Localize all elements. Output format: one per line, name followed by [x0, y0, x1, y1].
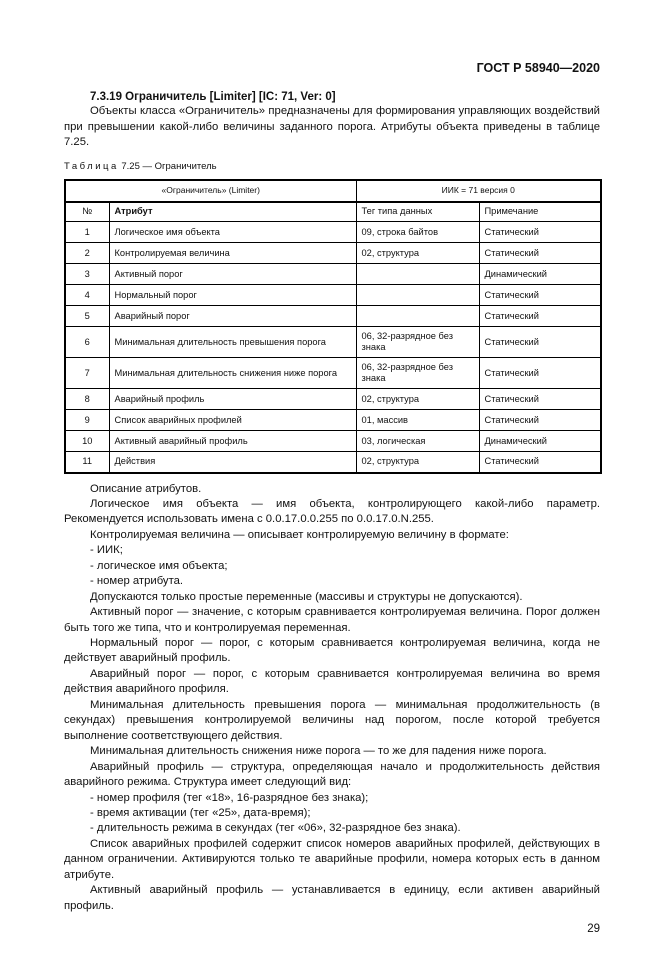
- cell-number: 7: [65, 358, 109, 389]
- paragraph: Допускаются только простые переменные (массивы и структуры не допускаются).: [90, 590, 523, 603]
- paragraph: Контролируемая величина — описывает контролируемую величину в формате:: [90, 528, 509, 541]
- list-item: - длительность режима в секундах (тег «06», 32-разрядное без знака).: [90, 822, 461, 835]
- cell-note: Динамический: [479, 431, 601, 452]
- col-header-number: №: [65, 202, 109, 222]
- cell-attribute: Активный аварийный профиль: [109, 431, 356, 452]
- list-item: - номер профиля (тег «18», 16-разрядное без знака);: [90, 791, 369, 804]
- paragraph: Минимальная длительность превышения порога — минимальная продолжительность (в секундах) превышения контролируемой величины над порогом, после которой требуется выполнение соответствующего действия.: [64, 698, 600, 742]
- table-row: [65, 327, 601, 358]
- table-row: [65, 222, 601, 243]
- table-row: [65, 264, 601, 285]
- page-number: 29: [587, 923, 600, 936]
- paragraph: Активный аварийный профиль — устанавливается в единицу, если активен аварийный профиль.: [64, 884, 600, 912]
- cell-number: 11: [65, 452, 109, 473]
- document-header: ГОСТ Р 58940—2020: [476, 61, 600, 75]
- col-header-tag: Тег типа данных: [356, 202, 479, 222]
- table-row: [65, 389, 601, 410]
- cell-note: Статический: [479, 327, 601, 358]
- cell-tag: 09, строка байтов: [356, 222, 479, 243]
- table-row: [65, 243, 601, 264]
- cell-attribute: Аварийный порог: [109, 306, 356, 327]
- cell-attribute: Логическое имя объекта: [109, 222, 356, 243]
- table-row: [65, 431, 601, 452]
- table-row: [65, 285, 601, 306]
- cell-note: Статический: [479, 222, 601, 243]
- cell-tag: 06, 32-разрядное без знака: [356, 358, 479, 389]
- table-row: [65, 410, 601, 431]
- cell-number: 4: [65, 285, 109, 306]
- cell-note: Статический: [479, 306, 601, 327]
- col-header-note: Примечание: [479, 202, 601, 222]
- cell-number: 3: [65, 264, 109, 285]
- cell-tag: 02, структура: [356, 389, 479, 410]
- table-header-row: [65, 202, 601, 222]
- cell-number: 8: [65, 389, 109, 410]
- paragraph: Список аварийных профилей содержит список номеров аварийных профилей, действующих в данном ограничении. Активируются только те аварийные профили, номера которых есть в данном атрибуте.: [64, 837, 600, 881]
- cell-attribute: Список аварийных профилей: [109, 410, 356, 431]
- cell-tag: [356, 264, 479, 285]
- cell-attribute: Минимальная длительность снижения ниже порога: [109, 358, 356, 389]
- table-class-row: [65, 180, 601, 202]
- cell-attribute: Действия: [109, 452, 356, 473]
- intro-paragraph: Объекты класса «Ограничитель» предназначены для формирования управляющих воздействий при превышении какой-либо величины заданного порога. Атрибуты объекта приведены в таблице 7.25.: [64, 105, 600, 148]
- caption-prefix: Таблица: [64, 160, 119, 172]
- cell-tag: 02, структура: [356, 452, 479, 473]
- cell-note: Статический: [479, 410, 601, 431]
- table-row: [65, 306, 601, 327]
- attributes-table: [64, 179, 602, 474]
- table-caption: [64, 161, 602, 173]
- cell-note: Статический: [479, 243, 601, 264]
- cell-note: Статический: [479, 285, 601, 306]
- table-row: [65, 452, 601, 473]
- cell-tag: 06, 32-разрядное без знака: [356, 327, 479, 358]
- attribute-descriptions: [64, 482, 600, 915]
- paragraph: Аварийный порог — порог, с которым сравнивается контролируемая величина во время действия аварийного профиля.: [64, 667, 600, 696]
- caption-text: 7.25 — Ограничитель: [118, 160, 217, 172]
- paragraph: Нормальный порог — порог, с которым сравнивается контролируемая величина, когда не действует аварийный профиль.: [64, 637, 600, 665]
- paragraph: Аварийный профиль — структура, определяющая начало и продолжительность действия аварийного режима. Структура имеет следующий вид:: [64, 760, 600, 789]
- cell-number: 9: [65, 410, 109, 431]
- cell-tag: [356, 285, 479, 306]
- cell-number: 1: [65, 222, 109, 243]
- cell-note: Динамический: [479, 264, 601, 285]
- paragraph: Минимальная длительность снижения ниже порога — то же для падения ниже порога.: [90, 745, 547, 758]
- cell-number: 2: [65, 243, 109, 264]
- col-header-attribute: Атрибут: [109, 202, 356, 222]
- paragraph: Активный порог — значение, с которым сравнивается контролируемая величина. Порог должен быть того же типа, что и контролируемая переменная.: [64, 606, 600, 634]
- cell-tag: 01, массив: [356, 410, 479, 431]
- paragraph: Описание атрибутов.: [90, 482, 202, 495]
- cell-tag: [356, 306, 479, 327]
- cell-note: Статический: [479, 452, 601, 473]
- cell-note: Статический: [479, 389, 601, 410]
- cell-number: 5: [65, 306, 109, 327]
- cell-attribute: Нормальный порог: [109, 285, 356, 306]
- cell-attribute: Контролируемая величина: [109, 243, 356, 264]
- section-heading: 7.3.19 Ограничитель [Limiter] [IC: 71, Ver: 0]: [90, 91, 336, 103]
- list-item: - номер атрибута.: [90, 575, 184, 588]
- cell-attribute: Минимальная длительность превышения порога: [109, 327, 356, 358]
- cell-attribute: Аварийный профиль: [109, 389, 356, 410]
- cell-attribute: Активный порог: [109, 264, 356, 285]
- table-row: [65, 358, 601, 389]
- cell-tag: 03, логическая: [356, 431, 479, 452]
- version-cell: ИИК = 71 версия 0: [356, 180, 601, 202]
- list-item: - время активации (тег «25», дата-время);: [90, 807, 311, 820]
- cell-tag: 02, структура: [356, 243, 479, 264]
- paragraph: Логическое имя объекта — имя объекта, контролирующего какой-либо параметр. Рекомендуется использовать имена с 0.0.17.0.0.255 по 0.0.17.0.N.255.: [64, 497, 600, 526]
- list-item: - ИИК;: [90, 544, 123, 557]
- list-item: - логическое имя объекта;: [90, 559, 228, 572]
- cell-note: Статический: [479, 358, 601, 389]
- document-page: [64, 0, 602, 956]
- cell-number: 6: [65, 327, 109, 358]
- cell-number: 10: [65, 431, 109, 452]
- class-name-cell: «Ограничитель» (Limiter): [65, 180, 356, 202]
